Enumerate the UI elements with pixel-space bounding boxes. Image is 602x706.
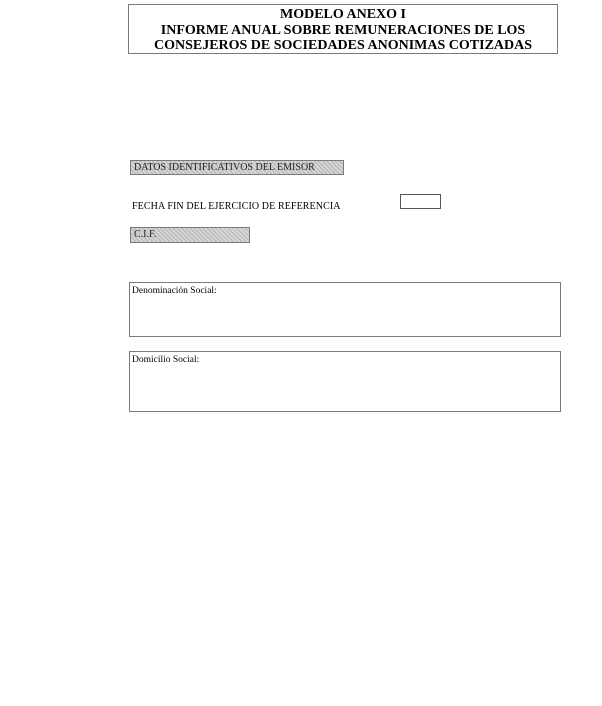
domicilio-social-label: Domicilio Social: [132, 355, 200, 365]
domicilio-social-field[interactable] [129, 351, 561, 412]
fecha-fin-input[interactable] [400, 194, 441, 209]
title-line-2: INFORME ANUAL SOBRE REMUNERACIONES DE LOS [160, 22, 526, 38]
denominacion-social-field[interactable] [129, 282, 561, 337]
title-line-1: MODELO ANEXO I [279, 7, 406, 22]
denominacion-social-label: Denominación Social: [132, 286, 217, 296]
title-line-3: CONSEJEROS DE SOCIEDADES ANONIMAS COTIZADAS [153, 38, 533, 53]
document-title-box [128, 4, 558, 54]
emisor-section-label: DATOS IDENTIFICATIVOS DEL EMISOR [130, 160, 344, 175]
fecha-fin-label: FECHA FIN DEL EJERCICIO DE REFERENCIA [132, 201, 341, 212]
cif-field[interactable]: C.I.F. [130, 227, 250, 243]
